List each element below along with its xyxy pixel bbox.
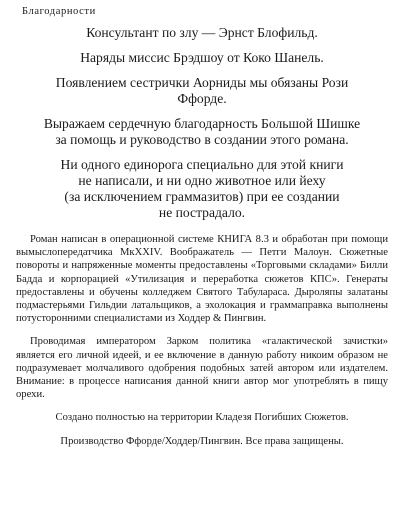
credits-disclaimer-paragraph: Проводимая императором Зарком политика «галактической зачистки» является его личной идеей, и ее включение в данную работу никоим образом не подразумевает молчаливого одобрения подобных затей автором или издателем. Внимание: в процессе написания данной книги автор мог употреблять в пищу орехи. [16,336,388,401]
ack-aornis [16,75,388,107]
ack-aornis-line1: Появлением сестрички Аорниды мы обязаны Рози [55,75,349,90]
credits-origin-line: Создано полностью на территории Кладезя Погибших Сюжетов. [55,412,349,424]
credits-block [16,233,388,448]
ack-outfits: Наряды миссис Брэдшоу от Коко Шанель. [80,50,324,65]
ack-unicorns-line3: (за исключением граммазитов) при ее создании [64,189,340,204]
ack-unicorns-line4: не пострадало. [158,205,246,220]
ack-aornis-line2: Ффорде. [177,91,227,106]
ack-unicorns [16,157,388,221]
ack-big-cheese-line2: за помощь и руководство в создании этого романа. [55,132,349,147]
ack-unicorns-line2: не написали, и ни одно животное или йеху [78,173,326,188]
ack-big-cheese-line1: Выражаем сердечную благодарность Большой Шишке [43,116,361,131]
credits-rights-line: Производство Ффорде/Ходдер/Пингвин. Все права защищены. [60,435,344,447]
ack-unicorns-line1: Ни одного единорога специально для этой книги [60,157,344,172]
running-header: Благодарности [22,6,96,17]
acknowledgements-block [16,25,388,221]
credits-production-paragraph: Роман написан в операционной системе КНИГА 8.3 и обработан при помощи вымыслопередатчика MкXXIV. Воображатель — Петги Малоун. Сюжетные повороты и напряженные моменты предоставлены «Торговыми складами» Билли Бадда и корпорацией «Утилизация и переработка сюжетов КПС». Генераты предоставлены и обучены колледжем Святого Табулараса. Дыроляпы залатаны подмастерьями Гильдии латальщиков, а эхолокация и граммаправка выполнены потусторонними специалистами из Ходдер & Пингвин. [16,234,388,325]
ack-evil-consultant: Консультант по злу — Эрнст Блофильд. [86,25,318,40]
ack-big-cheese [16,116,388,148]
